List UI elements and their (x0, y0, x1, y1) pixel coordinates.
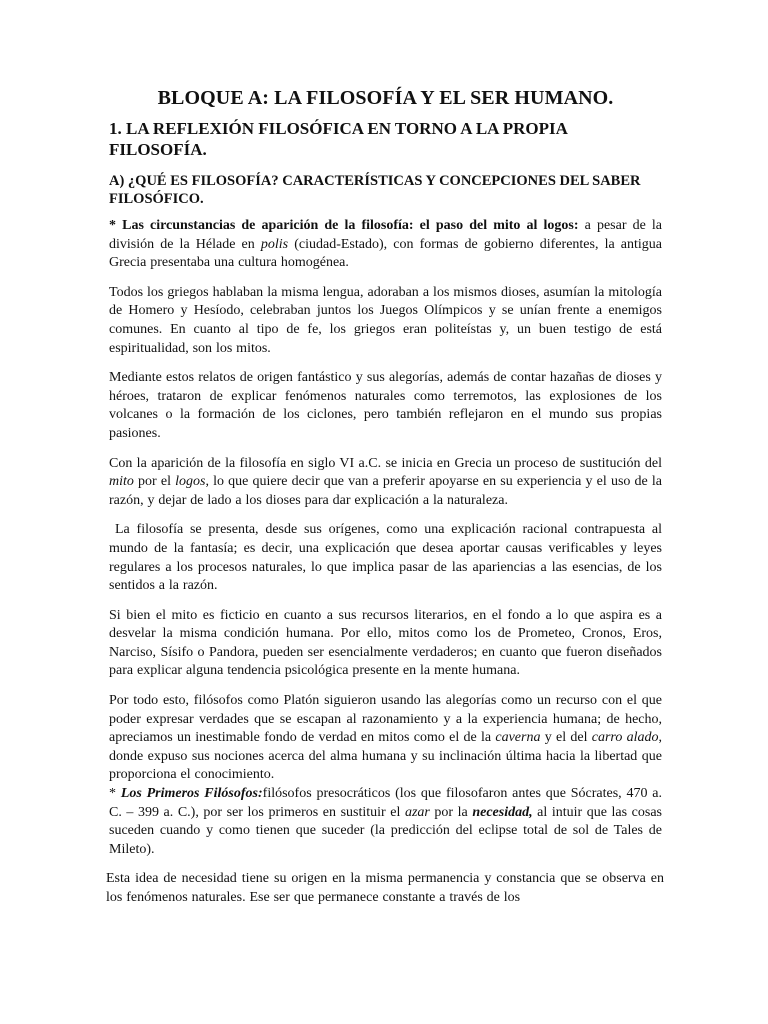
paragraph-rational-explanation (109, 521, 662, 595)
paragraph-text: Todos los griegos hablaban la misma lengua, adoraban a los mismos dioses, asumían la mitología de Homero y Hesíodo, celebraban juntos los Juegos Olímpicos y se unían frente a enemigos comunes. En cuanto al tipo de fe, los griegos eran politeístas y, un buen testigo de está espiritualidad, son los mitos. (109, 284, 662, 356)
paragraph-text: Mediante estos relatos de origen fantástico y sus alegorías, además de contar hazañas de dioses y héroes, trataron de explicar fenómenos naturales como terremotos, las explosiones de los volcanes o la formación de los ciclones, pero también reflejaron en el mundo sus propias pasiones. (109, 370, 662, 441)
paragraph-text: * (109, 786, 121, 802)
paragraph-text: Esta idea de necesidad tiene su origen en la misma permanencia y constancia que se observa en los fenómenos naturales. Ese ser que permanece constante a través de los (106, 871, 664, 905)
paragraph-necessity (106, 870, 664, 907)
emphasized-text: mito (109, 474, 134, 490)
paragraph-philosophy-emergence (109, 455, 662, 511)
paragraph-text: a pesar de la división de la Hélade en (109, 218, 663, 252)
paragraph-text: (ciudad-Estado), con formas de gobierno diferentes, la antigua Grecia presentaba una cultura homogénea. (109, 236, 663, 271)
section-heading: 1. LA REFLEXIÓN FILOSÓFICA EN TORNO A LA PROPIA FILOSOFÍA. (109, 119, 567, 159)
paragraph-text: , lo que quiere decir que van a preferir apoyarse en su experiencia y el uso de la razón, y dejar de lado a los dioses para dar explicación a la naturaleza. (109, 474, 663, 508)
paragraph-first-philosophers (109, 785, 662, 859)
emphasized-text: * Las circunstancias de aparición de la filosofía: el paso del mito al logos: (109, 218, 579, 233)
paragraph-myths (109, 369, 662, 443)
paragraph-text: La filosofía se presenta, desde sus orígenes, como una explicación racional contrapuesta al mundo de la fantasía; es decir, una explicación que desea aportar causas verificables y leyes regulares a los procesos naturales, lo que implica pasar de las apariencias a las esencias, de los sentidos a la razón. (109, 522, 662, 594)
subsection-heading: A) ¿QUÉ ES FILOSOFÍA? CARACTERÍSTICAS Y CONCEPCIONES DEL SABER FILOSÓFICO. (109, 173, 641, 207)
paragraph-text: Con la aparición de la filosofía en siglo VI a.C. se inicia en Grecia un proceso de sustitución del (109, 455, 662, 471)
document-title: BLOQUE A: LA FILOSOFÍA Y EL SER HUMANO. (157, 87, 614, 109)
paragraph-greeks (109, 284, 662, 358)
paragraph-text: Por todo esto, filósofos como Platón siguieron usando las alegorías como un recurso con el que poder expresar verdades que se escapan al razonamiento y a la experiencia humana; de hecho, apreciamos un inestimable fondo de verdad en mitos como el de la (109, 693, 662, 746)
emphasized-text: logos (175, 474, 206, 490)
paragraph-text: al intuir que las cosas suceden cuando y como tienen que suceder (la predicción del eclipse total de sol de Tales de Mileto). (109, 804, 662, 857)
paragraph-text: por la (429, 804, 473, 820)
paragraph-text: Si bien el mito es ficticio en cuanto a sus recursos literarios, en el fondo a lo que aspira es a desvelar la misma condición humana. Por ello, mitos como los de Prometeo, Cronos, Eros, Narciso, Sísifo o Pandora, pueden ser esencialmente verdaderos; en cuanto que fueron diseñados para explicar alguna tendencia psicológica presente en la mente humana. (109, 607, 662, 679)
emphasized-text: polis (260, 236, 289, 252)
paragraph-text: por el (133, 474, 176, 490)
paragraph-text: filósofos presocráticos (los que filosofaron antes que Sócrates, 470 a. C. – 399 a. C.), por ser los primeros en sustituir el (109, 786, 663, 820)
paragraph-myth-truth (109, 607, 662, 681)
emphasized-text: carro alado (591, 730, 659, 746)
document-page (106, 86, 664, 919)
paragraph-text: y el del (540, 730, 592, 746)
paragraph-origins (109, 217, 662, 273)
emphasized-text: caverna (495, 730, 541, 746)
paragraph-text: , donde expuso sus nociones acerca del alma humana y su inclinación última hacia la libertad que proporciona el conocimiento. (109, 730, 663, 783)
paragraph-plato (109, 692, 662, 785)
emphasized-text: azar (404, 804, 430, 820)
emphasized-text: necesidad, (472, 804, 533, 820)
emphasized-text: Los Primeros Filósofos: (120, 786, 263, 802)
